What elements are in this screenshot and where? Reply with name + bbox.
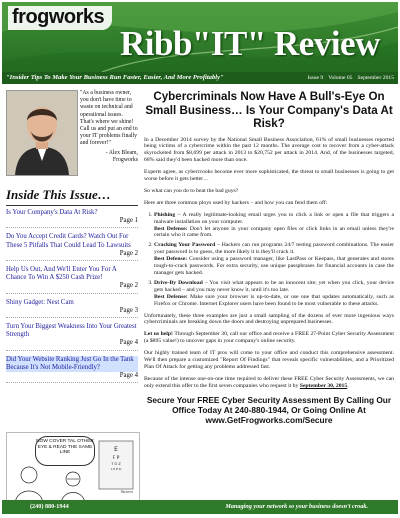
footer-motto: Managing your network so your business doesn't croak. <box>225 503 368 510</box>
cartoon <box>6 432 140 506</box>
toc-item-page: Page 2 <box>119 282 138 290</box>
threat-item <box>154 242 394 277</box>
toc-item-page: Page 1 <box>119 217 138 225</box>
article-paragraph: Here are three common ploys used by hackers – and how you can fend them off: <box>144 199 328 206</box>
svg-text:F P: F P <box>112 456 120 461</box>
toc-item-title: Do You Accept Credit Cards? Watch Out For These 5 Pitfalls That Could Lead To Lawsuits <box>6 233 131 249</box>
table-of-contents <box>6 209 138 388</box>
deadline-date: September 30, 2015 <box>299 382 348 389</box>
offer-text: Through September 30, call our office and receive a FREE 27-Point Cyber Security Assessment (a $895 value!) to uncover gaps in your company's online security. <box>144 331 394 345</box>
toc-item-page: Page 2 <box>119 249 138 257</box>
threat-label: Drive-By Download <box>154 279 203 286</box>
article-paragraph <box>144 376 394 390</box>
defense-text: Consider using a password manager, like LastPass or Keepass, that generates and stores tough-to-crack passwords. For extra security, use unique passphrases for financial accounts in case the manager gets hacked. <box>154 256 394 276</box>
article-paragraph: So what can you do to beat the bad guys? <box>144 187 239 194</box>
footer-bar <box>2 500 398 514</box>
threat-item <box>154 280 394 308</box>
author-photo <box>6 90 78 176</box>
frogworks-logo: frogworks <box>8 6 112 30</box>
article-body <box>144 137 394 390</box>
article-headline: Cybercriminals Now Have A Bull's-Eye On Small Business… Is Your Company's Data At Risk? <box>145 90 393 130</box>
defense-label: Best Defense: <box>154 225 188 232</box>
person-icon <box>7 91 77 175</box>
threat-text: – Hackers can run programs 24/7 testing password combinations. The easier your password is to guess, the more likely it is they'll crack it. <box>154 242 394 256</box>
toc-item[interactable] <box>6 209 138 228</box>
footer-phone[interactable]: (240) 880-1944 <box>30 503 69 510</box>
offer-lead: Let us help! <box>144 331 173 338</box>
toc-item-title: Turn Your Biggest Weakness Into Your Greatest Strength <box>6 323 137 339</box>
toc-item-title: Is Your Company's Data At Risk? <box>6 209 98 216</box>
issue-info <box>302 72 394 84</box>
cartoon-signature: Stivers <box>120 489 133 494</box>
toc-item[interactable] <box>6 233 138 261</box>
quote-company: Frogworks <box>112 156 138 163</box>
defense-label: Best Defense: <box>154 256 188 263</box>
owner-quote <box>80 90 138 164</box>
defense-text: Don't let anyone in your company open files or click links in an email unless they're certain who it came from. <box>154 225 394 239</box>
tagline: "Insider Tips To Make Your Business Run Faster, Easier, And More Profitably" <box>6 74 224 81</box>
svg-text:E: E <box>114 446 118 453</box>
toc-item-page: Page 4 <box>119 339 138 347</box>
threat-label: Cracking Your Password <box>154 242 216 249</box>
toc-item-title: Shiny Gadget: Nest Cam <box>6 298 74 306</box>
toc-item-page: Page 3 <box>119 306 138 314</box>
issue-number: Issue 9 <box>307 75 324 81</box>
svg-text:L P E D: L P E D <box>110 467 122 471</box>
article-paragraph: Unfortunately, these three examples are just a small sampling of the dozens of ever more ingenious ways cybercriminals are breaking down the doors and destroying unprepared businesses. <box>144 312 394 326</box>
newsletter-title: Ribb"IT" Review <box>120 24 380 63</box>
toc-item[interactable] <box>6 323 138 351</box>
threat-text: – You visit what appears to be an innocent site; yet when you click, your device gets hacked – and you may never know it, until it's too late. <box>154 279 395 293</box>
deadline-end: . <box>347 382 349 389</box>
defense-label: Best Defense: <box>154 293 188 300</box>
volume-number: Volume 05 <box>328 75 353 81</box>
cartoon-speech-bubble: NOW COVER TAL OTHER EYE & READ THE SAME LINE <box>35 436 95 466</box>
quote-text: "As a business owner, you don't have time to waste on technical and operational issues. That's where we shine! Call us and put an end to your IT problems finally and forever!" <box>80 90 138 147</box>
tagline-bar <box>2 72 398 84</box>
threat-label: Phishing <box>154 211 176 218</box>
toc-item[interactable] <box>6 356 138 384</box>
threat-list <box>144 212 394 308</box>
article-paragraph: In a December 2014 survey by the National Small Business Association, 61% of small businesses reported being victims of a cybercrime within the past 12 months. The average cost to recover from a cyber-attack skyrocketed from $8,699 per attack in 2013 to $20,752 per attack in 2014. And, of the businesses targeted, 68% said they'd been hacked more than once. <box>144 136 394 164</box>
quote-author: - Alex Bleam, <box>105 149 138 156</box>
deadline-text: Because of the intense one-on-one time required to deliver these FREE Cyber Security Assessments, we can only extend this offer to the first seven companies who request it by <box>144 375 394 389</box>
threat-text: – A really legitimate-looking email urges you to click a link or open a file that triggers a malware installation on your computer. <box>154 211 394 225</box>
call-to-action[interactable]: Secure Your FREE Cyber Security Assessment By Calling Our Office Today At 240-880-1944, Or Going Online At www.GetFrogworks.com/Secure <box>146 394 392 425</box>
svg-text:T O Z: T O Z <box>111 462 121 466</box>
toc-item[interactable] <box>6 299 138 318</box>
toc-item-page: Page 4 <box>119 372 138 380</box>
inside-issue-heading: Inside This Issue… <box>6 187 138 206</box>
main-article <box>144 90 394 490</box>
toc-item-title: Did Your Website Ranking Just Go In the Tank Because It's Not Mobile-Friendly? <box>6 356 138 372</box>
toc-item[interactable] <box>6 266 138 294</box>
sidebar <box>6 90 138 502</box>
toc-item-title: Help Us Out, And We'll Enter You For A Chance To Win A $250 Cash Prize! <box>6 266 117 282</box>
issue-date: September 2015 <box>357 75 394 81</box>
article-paragraph <box>144 331 394 345</box>
article-paragraph: Our highly trained team of IT pros will come to your office and conduct this comprehensive assessment. We'll then prepare a customized "Report Of Findings" that reveals specific vulnerabilities, and a Prioritized Plan Of Attack for getting any problems addressed fast. <box>144 350 394 370</box>
masthead <box>2 2 398 84</box>
defense-text: Make sure your browser is up-to-date, or use one that updates automatically, such as Firefox or Chrome. Internet Explorer users have been found to be most vulnerable to these attacks. <box>154 293 394 307</box>
article-paragraph: Experts agree, as cybercrooks become ever more sophisticated, the threat to small businesses is going to get worse before it gets better… <box>144 169 394 183</box>
threat-item <box>154 212 394 240</box>
